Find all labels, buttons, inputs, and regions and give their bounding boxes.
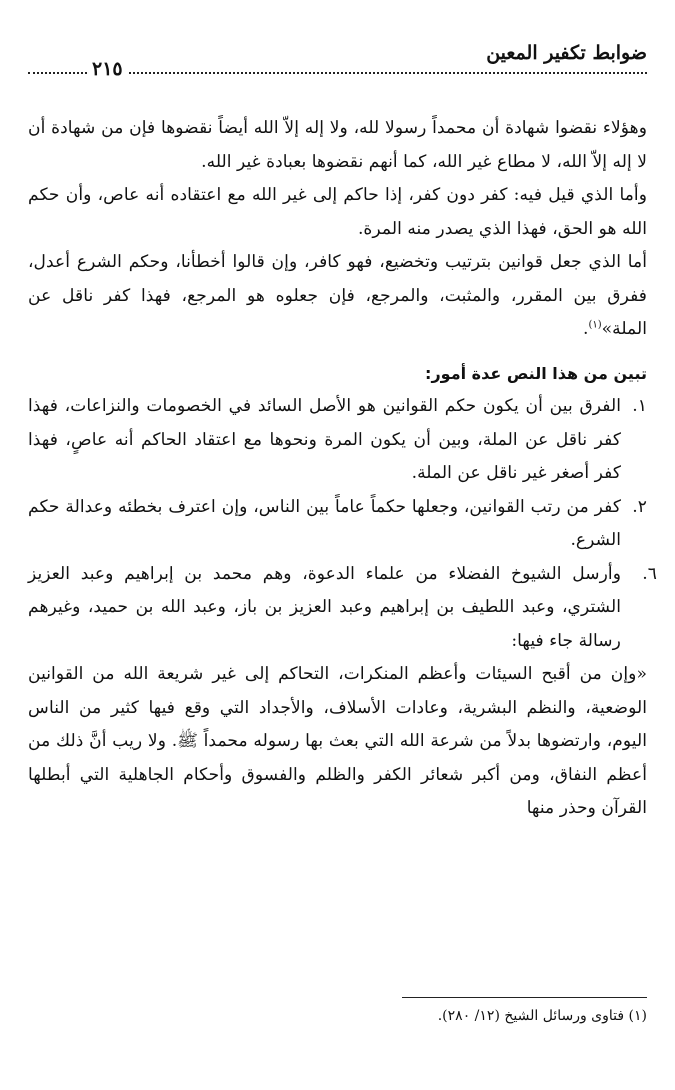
page-header xyxy=(28,38,647,78)
list-item-2 xyxy=(28,491,647,558)
paragraph-3-end: . xyxy=(582,319,589,339)
list-item-1 xyxy=(28,390,647,491)
footnote-marker: (١) xyxy=(588,319,602,331)
list-item-1-number: ١. xyxy=(632,396,647,416)
list-item-6-number: ٦. xyxy=(642,563,657,584)
paragraph-2: وأما الذي قيل فيه: كفر دون كفر، إذا حاكم إلى غير الله مع اعتقاده أنه عاص، وأن حكم الله هو الحق، فهذا الذي يصدر منه المرة. xyxy=(28,185,647,239)
body-text xyxy=(28,112,657,826)
paragraph-3-text: أما الذي جعل قوانين بترتيب وتخضيع، فهو كافر، وإن قالوا أخطأنا، وحكم الشرع أعدل، ففرق بين المقرر، والمثبت، والمرجع، فإن جعلوه هو المرجع، فهذا كفر ناقل عن الملة» xyxy=(28,252,647,339)
paragraph-4-quote: «وإن من أقبح السيئات وأعظم المنكرات، التحاكم إلى غير شريعة الله من القوانين الوضعية، والنظم البشرية، وعادات الأسلاف، والأجداد التي وقع فيها كثير من الناس اليوم، وارتضوها بدلاً من شرعة الله التي بعث بها رسوله محمداً ﷺ. ولا ريب أنَّ ذلك من أعظم النفاق، ومن أكبر شعائر الكفر والظلم والفسوق وأحكام الجاهلية التي أبطلها القرآن وحذر منها xyxy=(28,664,647,818)
list-item-2-text: كفر من رتب القوانين، وجعلها حكماً عاماً بين الناس، وإن اعترف بخطئه وعدالة حكم الشرع. xyxy=(28,496,621,550)
section-subheading: تبين من هذا النص عدة أمور: xyxy=(425,363,647,383)
list-item-6-text: وأرسل الشيوخ الفضلاء من علماء الدعوة، وهم محمد بن إبراهيم وعبد العزيز الشتري، وعبد اللطيف بن إبراهيم وعبد العزيز بن باز، وعبد الله بن حميد، وغيرهم رسالة جاء فيها: xyxy=(28,563,621,651)
footnote: (١) فتاوى ورسائل الشيخ (١٢/ ٢٨٠). xyxy=(437,1008,647,1024)
list-item-6 xyxy=(28,558,657,659)
paragraph-1: وهؤلاء نقضوا شهادة أن محمداً رسولا لله، ولا إله إلاّ الله أيضاً نقضوها فإن من شهادة أن لا إله إلاّ الله، لا مطاع غير الله، كما أنهم نقضوها بعبادة غير الله. xyxy=(28,118,647,172)
paragraph-3 xyxy=(28,246,647,347)
running-title: ضوابط تكفير المعين xyxy=(486,42,647,64)
list-item-1-text: الفرق بين أن يكون حكم القوانين هو الأصل السائد في الخصومات والنزاعات، فهذا كفر ناقل عن الملة، وبين أن يكون المرة ونحوها مع اعتقاد الحاكم أنه عاصٍ، فهذا كفر أصغر غير ناقل عن الملة. xyxy=(28,396,621,483)
page-number: ٢١٥ xyxy=(88,58,127,80)
footnote-separator xyxy=(402,997,647,998)
list-item-2-number: ٢. xyxy=(632,496,647,517)
